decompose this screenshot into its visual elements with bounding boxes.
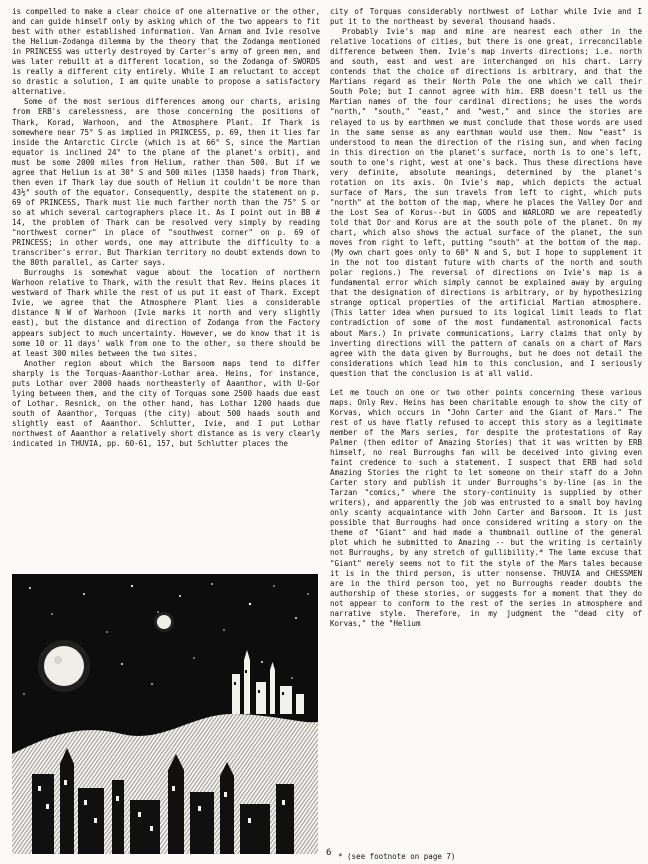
paragraph: Burroughs is somewhat vague about the location of northern Warhoon relative to Thark, with the result that Rev. Heins places it westward of Thark while the rest of us put it east of Thark. Except Ivie, we agree that the Atmosphere Plant lies a considerable distance N W of Warhoon (Ivie marks it north and very slightly east), but the distance and direction of Zodanga from the Factory appears subject to much uncertainty. However, we do know that it is some 10 or 11 days' walk from one to the other, so there should be at least 300 miles between the two sites. [12,268,320,358]
right-column [330,7,642,629]
footnote: * (see footnote on page 7) [338,852,456,861]
page-number: 6 [326,848,332,858]
paragraph: Probably Ivie's map and mine are nearest each other in the relative locations of cities, but there is one great, irreconcilable difference between them. Ivie's map inverts directions; i.e. north and south, east and west are interchanged on his chart. Larry contends that the choice of directions is arbitrary, and that the Martians regard as their North Pole the one which we call their South Pole; but I cannot agree with him. ERB doesn't tell us the Martian names of the four cardinal directions; he uses the words "north," "south," "east," and "west," and since the stories are relayed to us by earthmen we must conclude that those words are used in the same sense as any earthman would use them. Now "east" is understood to mean the direction of the rising sun, and when facing in this direction on the planet's surface, north is to one's left, south to one's right, west at one's back. Thus these directions have very definite, absolute meanings, determined by the planet's rotation on its axis. On Ivie's map, which depicts the actual surface of Mars, the sun travels from left to right, which puts "north" at the bottom of the map, where he places the Valley Dor and the Lost Sea of Korus--but in GODS and WARLORD we are repeatedly told that Dor and Korus are at the south pole of the planet. On my chart, which also shows the actual surface of the planet, the sun moves from right to left, putting "south" at the bottom of the map. (My own chart goes only to 60° N and S, but I hope to supplement it in the not too distant future with charts of the north and south polar regions.) The reversal of directions on Ivie's map is a fundamental error which simply cannot be explained away by arguing that the designation of directions is arbitrary, or by hypothesizing strange optical properties of the artificial Martian atmosphere. (This latter idea when pursued to its logical limit leads to flat contradiction of some of the most fundamental astronomical facts about Mars.) In private communications, Larry claims that only by inverting directions will the pattern of canals on a chart of Mars agree with the data given by Burroughs, but he does not detail the considerations which lead him to this conclusion, and I seriously question that the conclusion is at all valid. [330,27,642,378]
paragraph: Some of the most serious differences among our charts, arising from ERB's carelessness, are those concerning the positions of Thark, Korad, Warhoon, and the Atmosphere Plant. If Thark is somewhere near 75° S as implied in PRINCESS, p. 69, then it lies far inside the Antarctic Circle (which is at 66° S, since the Martian equator is inclined 24° to the plane of the planet's orbit), and must be some 2000 miles from Helium, rather than 500. But if we agree that Helium is at 30° S and 500 miles (1350 haads) from Thark, then even if Thark lay due south of Helium it couldn't be more than 43½° south of the equator. Consequently, despite the statement on p. 69 of PRINCESS, Thark must lie much farther north than the 75° S or so at which several cartographers place it. As I point out in BB # 14, the problem of Thark can be resolved very simply by reading "northwest corner" in place of "southwest corner" on p. 69 of PRINCESS; in other words, one may attribute the difficulty to a transcriber's error. But Tharkian territory no doubt extends down to the 80th parallel, as Carter says. [12,97,320,268]
left-column [12,7,320,449]
paragraph: city of Torquas considerably northwest of Lothar while Ivie and I put it to the northeast by several thousand haads. [330,7,642,27]
paragraph-gap [330,379,642,388]
paragraph: is compelled to make a clear choice of one alternative or the other, and can guide himself only by asking which of the two appears to fit best with other established information. Van Arnam and Ivie resolve the Helium-Zodanga dilemma by the theory that the Zodanga mentioned in PRINCESS was utterly destroyed by Carter's army of green men, and was later rebuilt at a different location, so the Zodanga of SWORDS is really a different city entirely. While I am reluctant to accept so drastic a solution, I am quite unable to propose a satisfactory alternative. [12,7,320,97]
paragraph: Another region about which the Barsoom maps tend to differ sharply is the Torquas-Aaanthor-Lothar area. Heins, for instance, puts Lothar over 2000 haads northeasterly of Aaanthor, with U-Gor lying between them, and the city of Torquas some 2500 haads due east of Lothar. Resnick, on the other hand, has Lothar 1200 haads due south of Aaanthor, Torquas (the city) about 500 haads south and slightly east of Aaanthor. Schlutter, Ivie, and I put Lothar northwest of Aaanthor a relatively short distance as is very clearly indicated in THUVIA, pp. 60-61, 157, but Schlutter places the [12,358,320,449]
barsoom-night-skyline-illustration [12,574,318,854]
paragraph: Let me touch on one or two other points concerning these various maps. Only Rev. Heins has been charitable enough to show the city of Korvas, which occurs in "John Carter and the Giant of Mars." The rest of us have flatly refused to accept this story as a legitimate member of the Mars series, for despite the protestations of Ray Palmer (then editor of Amazing Stories) that it was written by ERB himself, no real Burroughs fan will be deceived into giving even faint credence to such a statement. I suspect that ERB had sold Amazing Stories the right to let someone on their staff do a John Carter story and publish it under Burroughs's by-line (as in the Tarzan "comics," where the story-continuity is supplied by other writers), and apparently the job was entrusted to a small boy having only scanty acquaintance with John Carter and Barsoom. It is just possible that Burroughs had once considered writing a story on the theme of "Giant" and had made a thumbnail outline of the general plot which he submitted to Amazing -- but the writing is certainly not Burroughs, by any stretch of gullibility.* The lame excuse that "Giant" merely seems not to fit the style of the Mars tales because it is in the third person, is utter nonsense. THUVIA and CHESSMEN are in the third person too, yet no Burroughs reader doubts the authorship of these stories, or suggests for a moment that they do not appear to conform to the rest of the series in atmosphere and narrative style. Therefore, in my judgment the "dead city of Korvas," the "Helium [330,387,642,628]
